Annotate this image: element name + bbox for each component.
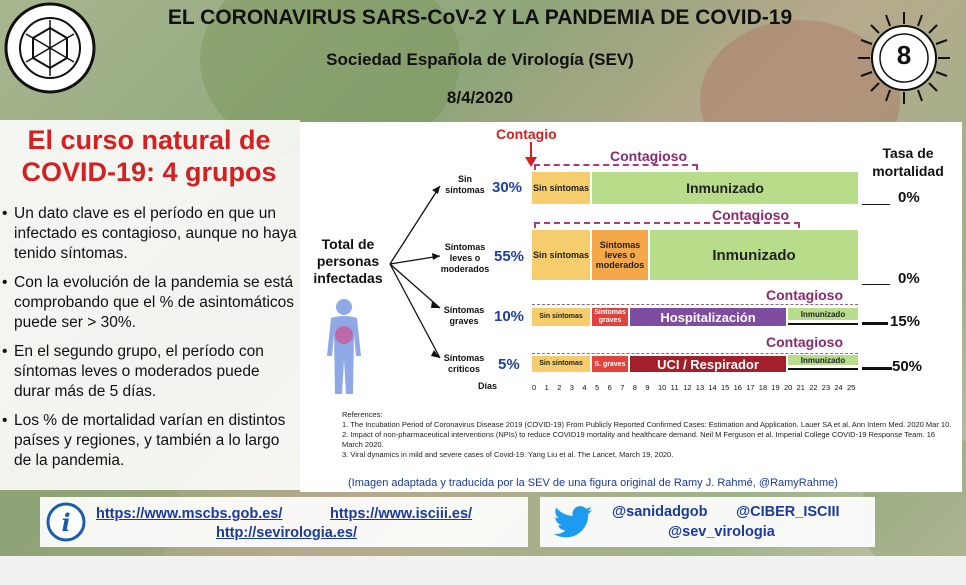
contagioso-label: Contagioso	[610, 148, 687, 164]
dashed-guide	[532, 304, 858, 305]
phase-severe-symptoms: Síntomas graves	[592, 308, 628, 326]
contagio-label: Contagio	[496, 126, 557, 142]
mortality-header-line: mortalidad	[872, 163, 944, 179]
contagious-period-bracket	[534, 164, 698, 170]
mortality-line	[788, 323, 858, 325]
group-label-line: leves o	[449, 253, 481, 263]
contagioso-label: Contagioso	[766, 287, 843, 303]
link-sevirologia[interactable]: http://sevirologia.es/	[216, 525, 357, 541]
mortality-value: 0%	[898, 189, 920, 206]
mortality-line	[862, 204, 890, 205]
day-tick: 15	[721, 383, 730, 392]
day-tick: 14	[708, 383, 717, 392]
phase-hospitalization: Hospitalización	[630, 308, 786, 326]
group-label-line: graves	[449, 316, 479, 326]
day-tick: 11	[670, 383, 679, 392]
day-tick: 24	[834, 383, 843, 392]
bullet-text: Un dato clave es el período en que un infectado es contagioso, aunque no haya tenido síntomas.	[14, 205, 297, 262]
link-isciii[interactable]: https://www.isciii.es/	[330, 506, 473, 522]
section-title-line: COVID-19: 4 grupos	[21, 157, 277, 187]
mortality-line	[862, 284, 890, 285]
group-percent: 30%	[492, 179, 523, 196]
day-tick: 19	[771, 383, 780, 392]
group-label	[436, 353, 492, 375]
section-title-line: El curso natural de	[27, 125, 271, 155]
group-percent: 5%	[498, 356, 520, 373]
phase-severe-symptoms: S. graves	[592, 356, 628, 372]
day-tick: 5	[595, 383, 600, 392]
human-body-icon	[322, 298, 366, 396]
day-tick: 25	[847, 383, 856, 392]
day-tick: 22	[809, 383, 818, 392]
bullet-item: • En el segundo grupo, el período con síntomas leves o moderados puede durar más de 5 días.	[2, 342, 298, 402]
page-subtitle: Sociedad Española de Virología (SEV)	[326, 50, 634, 69]
phase-asymptomatic: Sin síntomas	[532, 230, 590, 280]
day-tick: 4	[582, 383, 587, 392]
group-label-line: críticos	[447, 364, 480, 374]
phase-asymptomatic: Sin síntomas	[532, 172, 590, 204]
page-date: 8/4/2020	[446, 88, 514, 107]
group-percent: 10%	[494, 308, 525, 325]
total-infected-label	[302, 236, 394, 287]
covid-course-figure	[300, 122, 962, 492]
day-tick: 7	[620, 383, 625, 392]
bullet-text: En el segundo grupo, el período con síntomas leves o moderados puede durar más de 5 días.	[14, 343, 264, 400]
number-badge	[852, 6, 956, 110]
day-tick: 0	[532, 383, 537, 392]
group-label-line: Síntomas	[443, 305, 485, 315]
mortality-value: 50%	[892, 358, 923, 375]
page-title: EL CORONAVIRUS SARS-CoV-2 Y LA PANDEMIA DE COVID-19	[167, 6, 793, 29]
phase-immunized: Inmunizado	[592, 172, 858, 204]
day-tick: 20	[784, 383, 793, 392]
mortality-line	[862, 367, 892, 370]
day-tick: 10	[658, 383, 667, 392]
social-sev-virologia[interactable]: @sev_virologia	[668, 524, 775, 540]
mortality-line	[788, 368, 858, 370]
footer-social-panel	[540, 497, 875, 547]
day-tick: 6	[607, 383, 612, 392]
sev-logo	[4, 2, 96, 94]
day-tick: 12	[683, 383, 692, 392]
references-title: References:	[342, 410, 383, 419]
group-percent: 55%	[494, 248, 525, 265]
day-tick: 18	[758, 383, 768, 392]
day-tick: 23	[821, 383, 831, 392]
mortality-line	[862, 322, 888, 325]
contagioso-label: Contagioso	[766, 334, 843, 350]
reference-item: 2. Impact of non-pharmaceutical interventions (NPIs) to reduce COVID19 mortality and healthcare demand. Neil M Ferguson et al. Imperial College COVID-19 Response Team. 16 March 2020.	[342, 430, 936, 449]
phase-mild-symptoms: Síntomas leves o moderados	[592, 230, 648, 280]
references	[342, 410, 952, 460]
image-credit: (Imagen adaptada y traducida por la SEV de una figura original de Ramy J. Rahmé, @RamyRahme)	[348, 477, 838, 489]
dashed-guide	[532, 353, 858, 354]
phase-immunized: Inmunizado	[788, 355, 858, 365]
bullet-text: Con la evolución de la pandemia se está comprobando que el % de asintomáticos puede ser > 30%.	[14, 274, 295, 331]
info-icon	[46, 502, 86, 542]
day-tick: 3	[569, 383, 574, 392]
left-panel	[0, 120, 300, 490]
phase-immunized: Inmunizado	[650, 230, 858, 280]
total-infected-line: Total de	[321, 236, 375, 252]
page-number: 8	[896, 40, 912, 70]
phase-asymptomatic: Sin síntomas	[532, 308, 590, 326]
total-infected-line: personas	[316, 253, 380, 269]
days-axis-label: Días	[478, 381, 498, 391]
social-sanidadgob[interactable]: @sanidadgob	[612, 504, 708, 520]
bullet-item: • Los % de mortalidad varían en distintos países y regiones, y también a lo largo de la pandemia.	[2, 411, 298, 471]
day-tick: 21	[796, 383, 805, 392]
svg-text:i: i	[61, 508, 71, 537]
footer-links-panel	[40, 497, 528, 547]
group-label	[432, 242, 498, 275]
day-tick: 16	[733, 383, 742, 392]
phase-icu-ventilator: UCI / Respirador	[630, 356, 786, 372]
group-label-line: Síntomas	[443, 353, 485, 363]
mortality-header-line: Tasa de	[882, 145, 934, 161]
day-tick: 2	[557, 383, 562, 392]
social-ciber-isciii[interactable]: @CIBER_ISCIII	[736, 504, 840, 520]
bullet-text: Los % de mortalidad varían en distintos países y regiones, y también a lo largo de la pandemia.	[14, 412, 286, 469]
mortality-value: 15%	[890, 313, 921, 330]
day-tick: 1	[544, 383, 549, 392]
bullet-item: • Un dato clave es el período en que un infectado es contagioso, aunque no haya tenido síntomas.	[2, 205, 297, 262]
group-label-line: moderados	[440, 264, 490, 274]
day-tick: 17	[746, 383, 755, 392]
phase-immunized: Inmunizado	[788, 308, 858, 320]
group-label-line: Síntomas	[444, 242, 486, 252]
bullet-item: • Con la evolución de la pandemia se está comprobando que el % de asintomáticos puede ser > 30%.	[2, 273, 298, 333]
mortality-value: 0%	[898, 270, 920, 287]
mortality-header	[860, 144, 956, 180]
header	[0, 0, 966, 120]
bottom-strip	[0, 556, 966, 585]
bullet-list	[2, 204, 298, 480]
section-title	[4, 124, 294, 188]
group-label-line: síntomas	[445, 185, 485, 195]
day-tick: 8	[632, 383, 637, 392]
reference-item: 3. Viral dynamics in mild and severe cases of Covid-19. Yang Liu et al. The Lancet, March 19, 2020.	[342, 450, 674, 459]
contagioso-label: Contagioso	[712, 207, 789, 223]
link-mscbs[interactable]: https://www.mscbs.gob.es/	[96, 506, 283, 522]
phase-asymptomatic: Sin síntomas	[532, 356, 590, 372]
total-infected-line: infectadas	[313, 270, 383, 286]
day-tick: 13	[695, 383, 705, 392]
group-label	[436, 305, 492, 327]
group-label	[440, 174, 490, 196]
twitter-bird-icon	[550, 501, 596, 543]
day-tick: 9	[645, 383, 650, 392]
reference-item: 1. The Incubation Period of Coronavirus Disease 2019 (COVID-19) From Publicly Reported Confirmed Cases: Estimation and Application. Lauer SA et al. Ann Intern Med. 2020 Mar 10.	[342, 420, 952, 429]
group-label-line: Sin	[457, 174, 472, 184]
